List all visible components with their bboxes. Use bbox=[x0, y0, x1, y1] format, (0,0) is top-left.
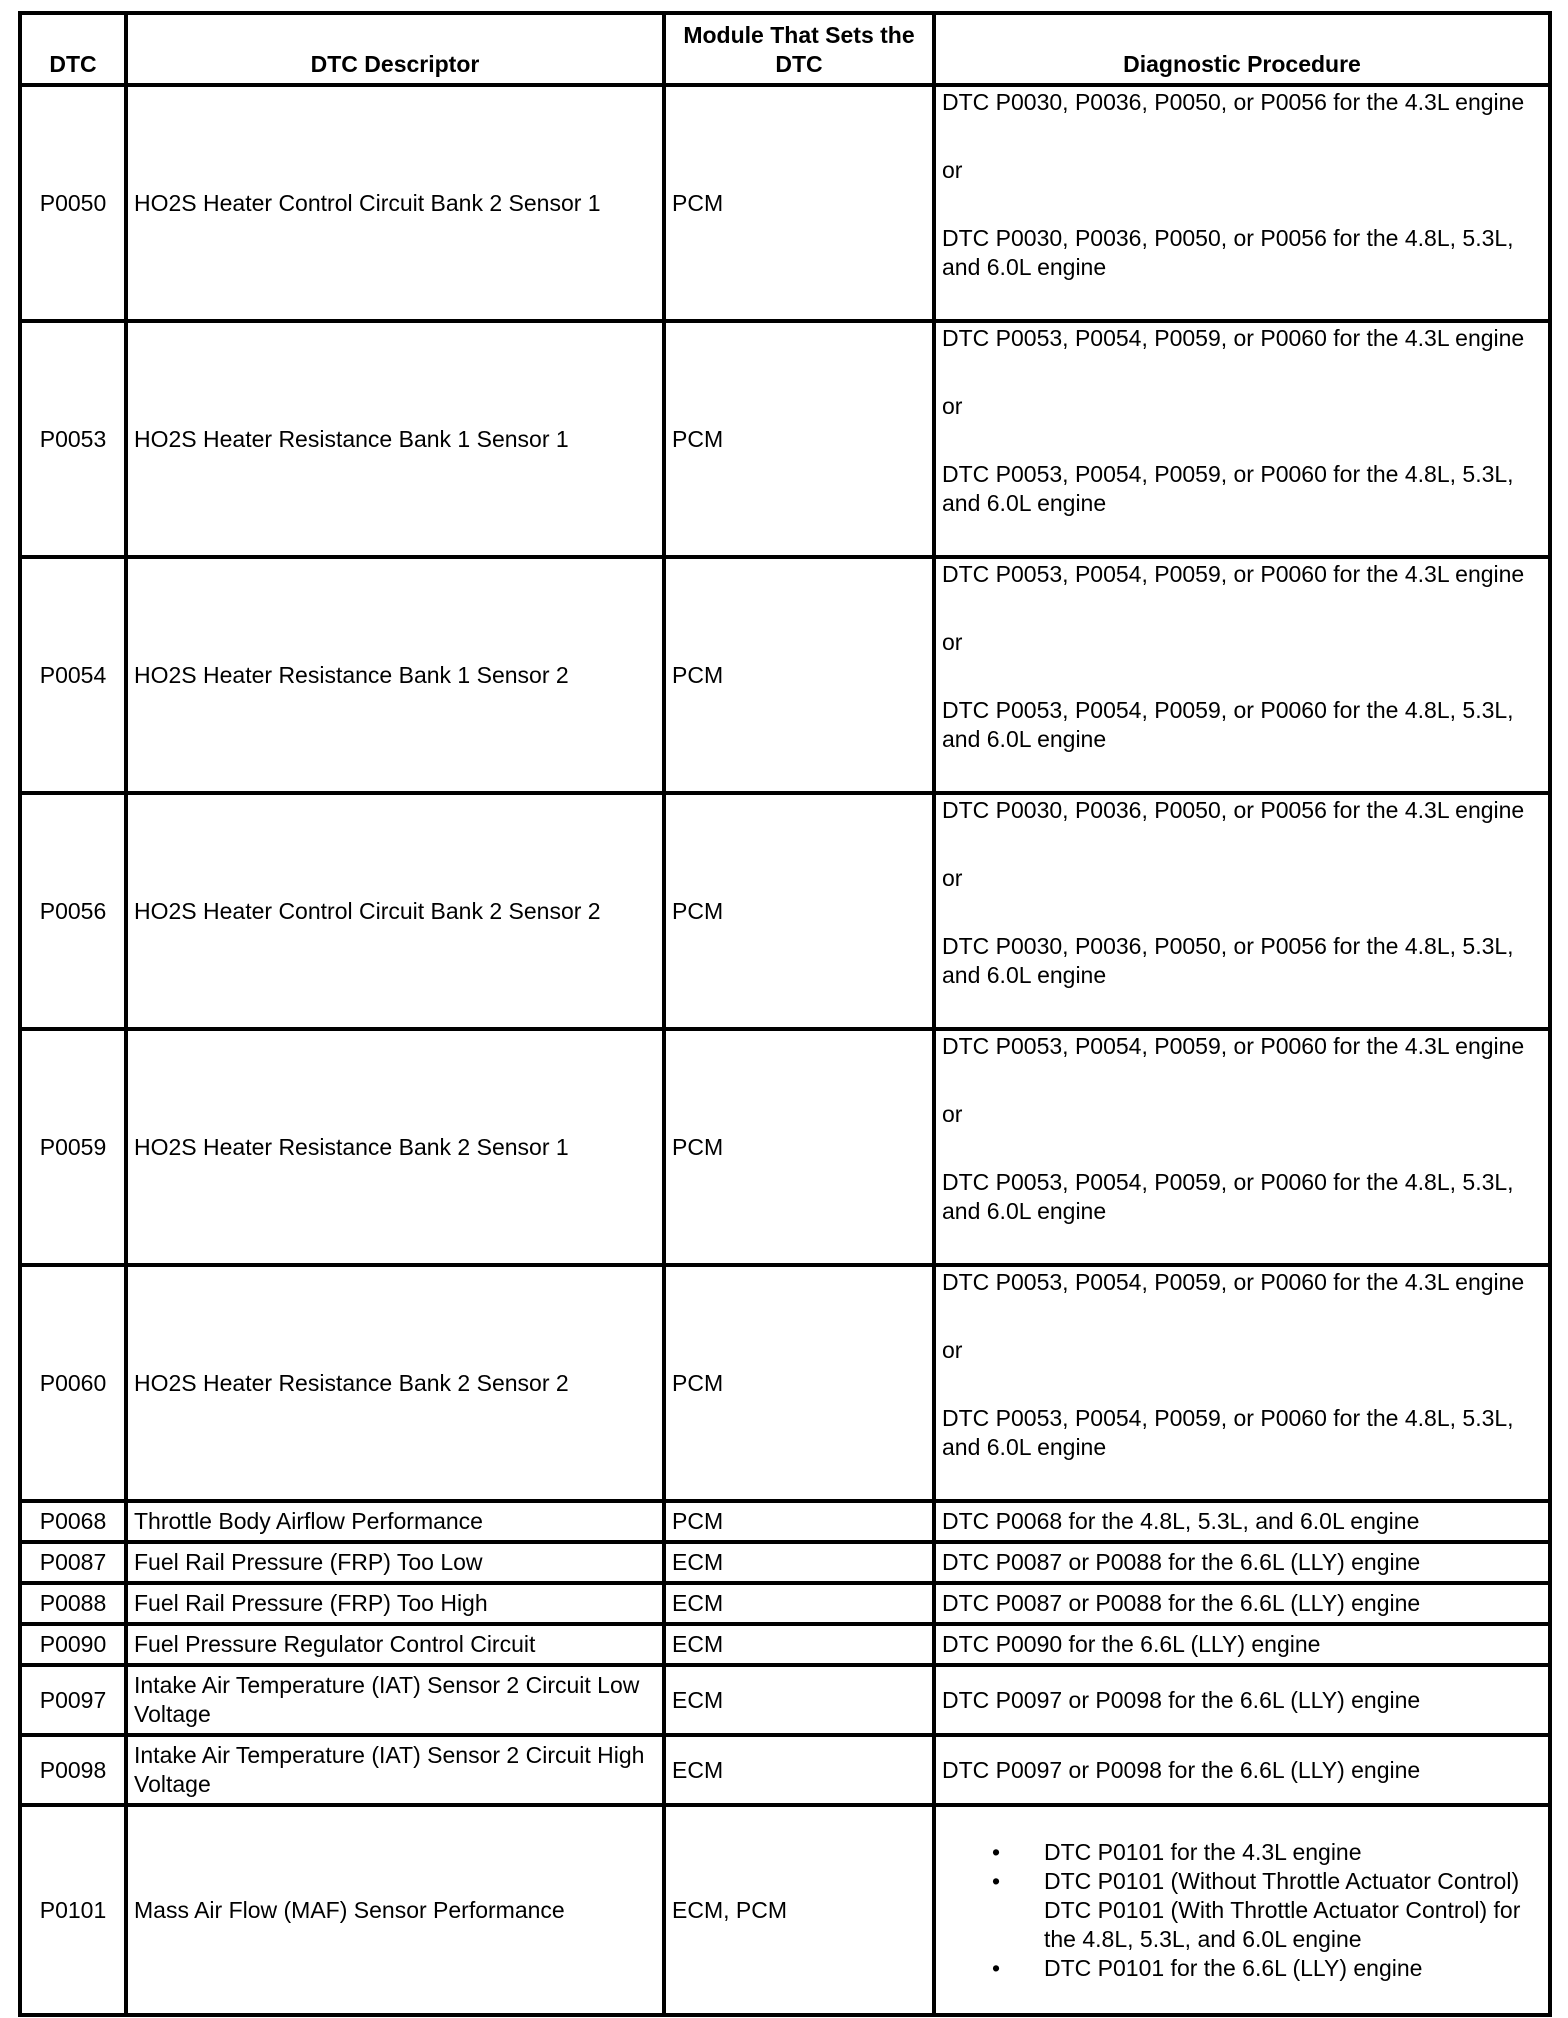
procedure-link[interactable]: DTC P0101 for the 6.6L (LLY) engine bbox=[1044, 1954, 1423, 1981]
dtc-module: PCM bbox=[664, 557, 934, 793]
dtc-code: P0090 bbox=[20, 1624, 126, 1665]
dtc-code: P0087 bbox=[20, 1542, 126, 1583]
dtc-table bbox=[18, 11, 1552, 2017]
dtc-descriptor: Fuel Pressure Regulator Control Circuit bbox=[126, 1624, 664, 1665]
procedure-or: or bbox=[942, 629, 963, 655]
procedure-link[interactable]: DTC P0087 or P0088 for the 6.6L (LLY) engine bbox=[934, 1583, 1550, 1624]
dtc-module: ECM bbox=[664, 1735, 934, 1805]
dtc-descriptor: Fuel Rail Pressure (FRP) Too High bbox=[126, 1583, 664, 1624]
table-row bbox=[20, 321, 1550, 557]
procedure-link[interactable]: DTC P0090 for the 6.6L (LLY) engine bbox=[934, 1624, 1550, 1665]
procedure-link[interactable]: DTC P0053, P0054, P0059, or P0060 for the 4.3L engine bbox=[942, 1269, 1525, 1295]
table-row bbox=[20, 1029, 1550, 1265]
dtc-code: P0059 bbox=[20, 1029, 126, 1265]
procedure-link[interactable]: DTC P0053, P0054, P0059, or P0060 for the 4.8L, 5.3L, and 6.0L engine bbox=[942, 461, 1514, 516]
table-row bbox=[20, 1265, 1550, 1501]
procedure-link[interactable]: DTC P0030, P0036, P0050, or P0056 for the 4.8L, 5.3L, and 6.0L engine bbox=[942, 225, 1514, 280]
list-item bbox=[942, 1867, 1542, 1954]
table-row bbox=[20, 1805, 1550, 2015]
procedure-link[interactable]: DTC P0101 for the 4.3L engine bbox=[1044, 1838, 1362, 1865]
procedure-link[interactable]: DTC P0030, P0036, P0050, or P0056 for the 4.3L engine bbox=[942, 89, 1525, 115]
dtc-descriptor: Intake Air Temperature (IAT) Sensor 2 Circuit High Voltage bbox=[126, 1735, 664, 1805]
procedure-or: or bbox=[942, 1337, 963, 1363]
procedure-link[interactable]: DTC P0053, P0054, P0059, or P0060 for the 4.3L engine bbox=[942, 561, 1525, 587]
dtc-module: ECM bbox=[664, 1624, 934, 1665]
list-item bbox=[942, 1954, 1542, 1983]
procedure-link[interactable]: DTC P0053, P0054, P0059, or P0060 for the 4.8L, 5.3L, and 6.0L engine bbox=[942, 697, 1514, 752]
dtc-code: P0068 bbox=[20, 1501, 126, 1542]
procedure-or: or bbox=[942, 393, 963, 419]
procedure-link[interactable]: DTC P0030, P0036, P0050, or P0056 for the 4.3L engine bbox=[942, 797, 1525, 823]
dtc-module: PCM bbox=[664, 1029, 934, 1265]
table-row bbox=[20, 1624, 1550, 1665]
header-dtc: DTC bbox=[20, 13, 126, 85]
dtc-code: P0060 bbox=[20, 1265, 126, 1501]
procedure-or: or bbox=[942, 157, 963, 183]
table-row bbox=[20, 1501, 1550, 1542]
table-row bbox=[20, 1542, 1550, 1583]
dtc-module: ECM bbox=[664, 1583, 934, 1624]
diagnostic-procedure bbox=[934, 793, 1550, 1029]
dtc-module: PCM bbox=[664, 1501, 934, 1542]
dtc-code: P0101 bbox=[20, 1805, 126, 2015]
diagnostic-procedure bbox=[934, 1805, 1550, 2015]
procedure-link[interactable]: DTC P0030, P0036, P0050, or P0056 for the 4.8L, 5.3L, and 6.0L engine bbox=[942, 933, 1514, 988]
dtc-module: PCM bbox=[664, 85, 934, 321]
dtc-descriptor: HO2S Heater Resistance Bank 2 Sensor 2 bbox=[126, 1265, 664, 1501]
dtc-code: P0054 bbox=[20, 557, 126, 793]
procedure-link[interactable]: DTC P0068 for the 4.8L, 5.3L, and 6.0L engine bbox=[934, 1501, 1550, 1542]
dtc-module: PCM bbox=[664, 321, 934, 557]
bullet-icon: • bbox=[992, 1867, 1001, 1894]
header-descriptor: DTC Descriptor bbox=[126, 13, 664, 85]
dtc-descriptor: Mass Air Flow (MAF) Sensor Performance bbox=[126, 1805, 664, 2015]
table-row bbox=[20, 1665, 1550, 1735]
procedure-link[interactable]: DTC P0053, P0054, P0059, or P0060 for the 4.8L, 5.3L, and 6.0L engine bbox=[942, 1405, 1514, 1460]
dtc-descriptor: HO2S Heater Control Circuit Bank 2 Sensor 2 bbox=[126, 793, 664, 1029]
table-row bbox=[20, 1735, 1550, 1805]
bullet-icon: • bbox=[992, 1954, 1001, 1981]
procedure-link[interactable]: DTC P0097 or P0098 for the 6.6L (LLY) engine bbox=[934, 1665, 1550, 1735]
procedure-link[interactable]: DTC P0053, P0054, P0059, or P0060 for the 4.3L engine bbox=[942, 325, 1525, 351]
header-row bbox=[20, 13, 1550, 85]
dtc-descriptor: Intake Air Temperature (IAT) Sensor 2 Circuit Low Voltage bbox=[126, 1665, 664, 1735]
dtc-code: P0050 bbox=[20, 85, 126, 321]
procedure-link[interactable]: DTC P0053, P0054, P0059, or P0060 for the 4.3L engine bbox=[942, 1033, 1525, 1059]
procedure-bullet-list bbox=[942, 1838, 1542, 1983]
procedure-link[interactable]: DTC P0087 or P0088 for the 6.6L (LLY) engine bbox=[934, 1542, 1550, 1583]
dtc-descriptor: HO2S Heater Resistance Bank 1 Sensor 1 bbox=[126, 321, 664, 557]
dtc-descriptor: HO2S Heater Resistance Bank 1 Sensor 2 bbox=[126, 557, 664, 793]
diagnostic-procedure bbox=[934, 1265, 1550, 1501]
dtc-module: ECM bbox=[664, 1542, 934, 1583]
table-row bbox=[20, 85, 1550, 321]
dtc-descriptor: HO2S Heater Control Circuit Bank 2 Sensor 1 bbox=[126, 85, 664, 321]
diagnostic-procedure bbox=[934, 85, 1550, 321]
dtc-module: ECM bbox=[664, 1665, 934, 1735]
dtc-code: P0097 bbox=[20, 1665, 126, 1735]
procedure-or: or bbox=[942, 865, 963, 891]
bullet-icon: • bbox=[992, 1838, 1001, 1865]
diagnostic-procedure bbox=[934, 557, 1550, 793]
table-row bbox=[20, 793, 1550, 1029]
dtc-descriptor: Fuel Rail Pressure (FRP) Too Low bbox=[126, 1542, 664, 1583]
header-procedure: Diagnostic Procedure bbox=[934, 13, 1550, 85]
dtc-code: P0098 bbox=[20, 1735, 126, 1805]
dtc-code: P0053 bbox=[20, 321, 126, 557]
dtc-module: PCM bbox=[664, 793, 934, 1029]
dtc-descriptor: Throttle Body Airflow Performance bbox=[126, 1501, 664, 1542]
dtc-code: P0088 bbox=[20, 1583, 126, 1624]
list-item bbox=[942, 1838, 1542, 1867]
procedure-or: or bbox=[942, 1101, 963, 1127]
dtc-module: ECM, PCM bbox=[664, 1805, 934, 2015]
procedure-link[interactable]: DTC P0101 (Without Throttle Actuator Control) DTC P0101 (With Throttle Actuator Control) for the 4.8L, 5.3L, and 6.0L engine bbox=[1044, 1867, 1521, 1952]
diagnostic-procedure bbox=[934, 321, 1550, 557]
procedure-link[interactable]: DTC P0097 or P0098 for the 6.6L (LLY) engine bbox=[934, 1735, 1550, 1805]
dtc-module: PCM bbox=[664, 1265, 934, 1501]
dtc-code: P0056 bbox=[20, 793, 126, 1029]
procedure-link[interactable]: DTC P0053, P0054, P0059, or P0060 for the 4.8L, 5.3L, and 6.0L engine bbox=[942, 1169, 1514, 1224]
table-row bbox=[20, 557, 1550, 793]
diagnostic-procedure bbox=[934, 1029, 1550, 1265]
dtc-descriptor: HO2S Heater Resistance Bank 2 Sensor 1 bbox=[126, 1029, 664, 1265]
table-row bbox=[20, 1583, 1550, 1624]
header-module: Module That Sets the DTC bbox=[664, 13, 934, 85]
